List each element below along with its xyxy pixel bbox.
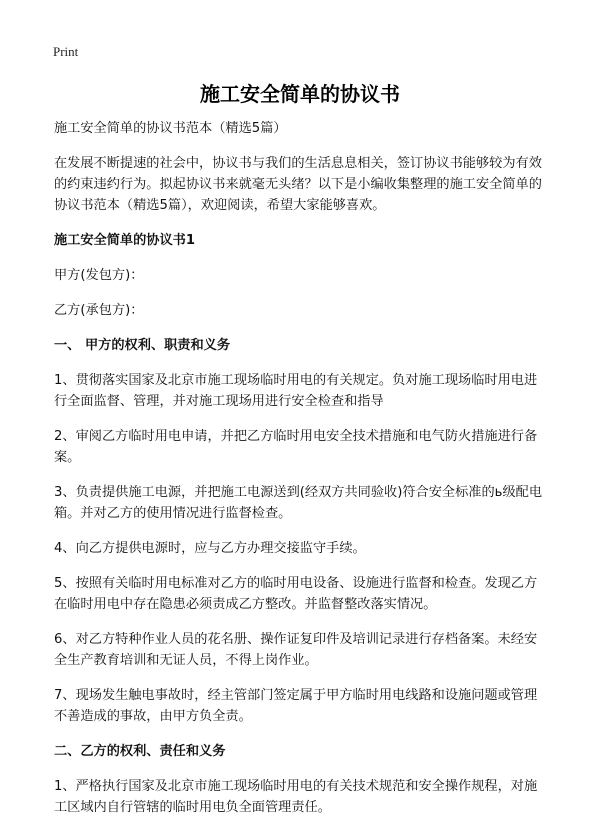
list-item: 1、贯彻落实国家及北京市施工现场临时用电的有关规定。负对施工现场临时用电进行全面监督、管理，并对施工现场用进行安全检查和指导: [54, 373, 538, 409]
print-link[interactable]: Print: [53, 44, 79, 59]
list-item: 4、向乙方提供电源时，应与乙方办理交接监守手续。: [54, 541, 366, 556]
list-item: 5、按照有关临时用电标准对乙方的临时用电设备、设施进行监督和检查。发现乙方在临时用电中存在隐患必须责成乙方整改。并监督整改落实情况。: [54, 576, 538, 612]
document-body: [54, 118, 550, 832]
list-item: 6、对乙方特种作业人员的花名册、操作证复印件及培训记录进行存档备案。未经安全生产教育培训和无证人员，不得上岗作业。: [54, 632, 538, 668]
list-item: 2、审阅乙方临时用电申请，并把乙方临时用电安全技术措施和电气防火措施进行备案。: [54, 429, 538, 465]
part2-heading: 二、乙方的权利、责任和义务: [54, 744, 226, 759]
part1-heading: 一、 甲方的权利、职责和义务: [54, 338, 231, 353]
document-title: 施工安全简单的协议书: [200, 82, 400, 106]
list-item: 1、严格执行国家及北京市施工现场临时用电的有关技术规范和安全操作规程，对施工区域内自行管辖的临时用电负全面管理责任。: [54, 779, 538, 815]
party-a-field: 甲方(发包方)：: [54, 268, 144, 283]
document-subtitle: 施工安全简单的协议书范本（精选5篇）: [54, 121, 287, 136]
intro-paragraph: 在发展不断提速的社会中，协议书与我们的生活息息相关，签订协议书能够较为有效的约束违约行为。拟起协议书来就毫无头绪？以下是小编收集整理的施工安全简单的协议书范本（精选5篇），欢迎阅读，希望大家能够喜欢。: [54, 156, 542, 213]
section-title: 施工安全简单的协议书1: [54, 233, 196, 248]
list-item: 7、现场发生触电事故时，经主管部门签定属于甲方临时用电线路和设施问题或管理不善造成的事故，由甲方负全责。: [54, 688, 538, 724]
party-b-field: 乙方(承包方)：: [54, 303, 144, 318]
list-item: 3、负责提供施工电源，并把施工电源送到(经双方共同验收)符合安全标准的ь级配电箱。并对乙方的使用情况进行监督检查。: [54, 485, 543, 521]
